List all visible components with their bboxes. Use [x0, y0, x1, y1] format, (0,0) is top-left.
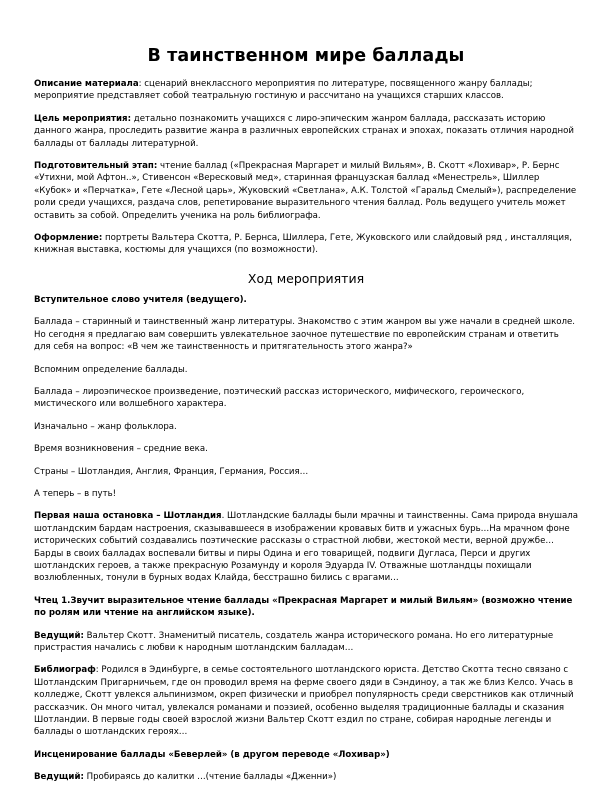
host-paragraph-1	[34, 630, 578, 655]
goal-text: детально познакомить учащихся с лиро-эпическим жанром баллада, рассказать историю данного жанра, проследить развитие жанра в различных европейских странах и эпохах, показать отличия народной баллады от баллады литературной.	[34, 113, 574, 149]
staging-text: Инсценирование баллады «Беверлей» (в другом переводе «Лохивар»)	[34, 749, 390, 760]
description-text: : сценарий внеклассного мероприятия по литературе, посвященного жанру баллады; мероприятие представляет собой театральную гостиную и рассчитано на учащихся старших классов.	[34, 79, 533, 102]
reader-paragraph	[34, 595, 578, 620]
section-title: Ход мероприятия	[247, 270, 365, 286]
design-paragraph	[34, 232, 578, 257]
design-label: Оформление:	[34, 233, 103, 244]
paragraph-7: А теперь – в путь!	[34, 488, 117, 499]
paragraph-2: Вспомним определение баллады.	[34, 364, 188, 375]
prep-label: Подготовительный этап:	[34, 161, 158, 172]
design-text: портреты Вальтера Скотта, Р. Бернса, Шиллера, Гете, Жуковского или слайдовый ряд , инсталляция, книжная выставка, костюмы для учащихся (по возможности).	[34, 233, 572, 256]
prep-paragraph	[34, 160, 578, 222]
description-label: Описание материала	[34, 79, 139, 89]
paragraph-1: Баллада – старинный и таинственный жанр литературы. Знакомство с этим жанром вы уже начали в средней школе. Но сегодня я предлагаю вам совершить увлекательное заочное путешествие по европейским странам и ответить для себя на вопрос: «В чем же таинственность и притягательность этого жанра?»	[34, 317, 576, 353]
scotland-label: Первая наша остановка – Шотландия	[34, 511, 222, 522]
reader-text: Звучит выразительное чтение баллады «Прекрасная Маргарет и милый Вильям» (возможно чтение по ролям или чтение на английском языке).	[34, 595, 573, 619]
document-title: В таинственном мире баллады	[147, 46, 465, 66]
bibliographer-paragraph	[34, 664, 578, 738]
intro-heading: Вступительное слово учителя (ведущего).	[34, 294, 247, 305]
host-label-1: Ведущий:	[34, 630, 84, 641]
paragraph-5: Время возникновения – средние века.	[34, 444, 208, 455]
host-paragraph-2	[34, 771, 578, 783]
bibliographer-text: : Родился в Эдинбурге, в семье состоятельного шотландского юриста. Детство Скотта тесно связано с Шотландским Пригарничьем, где он проводил время на ферме своего дяди в Сэндиноу, а так же близ Келсо. Учась в колледже, Скотт увлекся альпинизмом, окреп физически и приобрел популярность среди сверстников как отличный рассказчик. Он много читал, увлекался романами и поэзией, особенно выделяя традиционные баллады и сказания Шотландии. В первые годы своей взрослой жизни Вальтер Скотт ездил по стране, собирая народные легенды и баллады о шотландских героях…	[34, 665, 574, 738]
staging-paragraph	[34, 749, 578, 761]
host-text-2: Пробираясь до калитки …(чтение баллады «Дженни»)	[83, 772, 337, 783]
paragraph-3: Баллада – лироэпическое произведение, поэтический рассказ исторического, мифического, героического, мистического или волшебного характера.	[34, 386, 525, 410]
bibliographer-label: Библиограф	[34, 665, 96, 676]
prep-text: чтение баллад («Прекрасная Маргарет и милый Вильям», В. Скотт «Лохивар», Р. Бернс «Утихни, мой Афтон..», Стивенсон «Вересковый мед», старинная французская баллад «Менестрель», Шиллер «Кубок» и «Перчатка», Гете «Лесной царь», Жуковский «Светлана», А.К. Толстой «Гаральд Смелый»), распределение роли среди учащихся, раздача слов, репетирование выразительного чтения баллад. Роль ведущего учитель может оставить за собой. Определить ученика на роль библиографа.	[34, 161, 577, 221]
paragraph-4: Изначально – жанр фольклора.	[34, 421, 177, 432]
goal-paragraph	[34, 113, 578, 150]
host-label-2: Ведущий:	[34, 772, 84, 783]
paragraph-6: Страны – Шотландия, Англия, Франция, Германия, Россия…	[34, 466, 309, 477]
document-page	[34, 46, 578, 794]
host-text-1: Вальтер Скотт. Знаменитый писатель, создатель жанра исторического романа. Но его литературные пристрастия начались с любви к народным шотландским балладам…	[34, 630, 554, 653]
scotland-text: . Шотландские баллады были мрачны и таинственны. Сама природа внушала шотландским бардам настроения, сказывавшееся в изображении кровавых битв и ужасных бурь…На мрачном фоне исторических событий создавались поэтические рассказы о страстной любви, жестокой мести, верной дружбе… Барды в своих балладах воспевали битвы и пиры Одина и его товарищей, подвиги Дугласа, Перси и других шотландских героев, а также прекрасную Розамунду и короля Эдуарда IV. Отважные шотландцы похищали возлюбленных, тонули в бурных водах Клайда, бесстрашно бились с врагами…	[34, 511, 578, 584]
scotland-paragraph	[34, 510, 578, 584]
reader-label: Чтец 1.	[34, 595, 71, 606]
goal-label: Цель мероприятия:	[34, 113, 132, 124]
description-paragraph	[34, 78, 578, 103]
